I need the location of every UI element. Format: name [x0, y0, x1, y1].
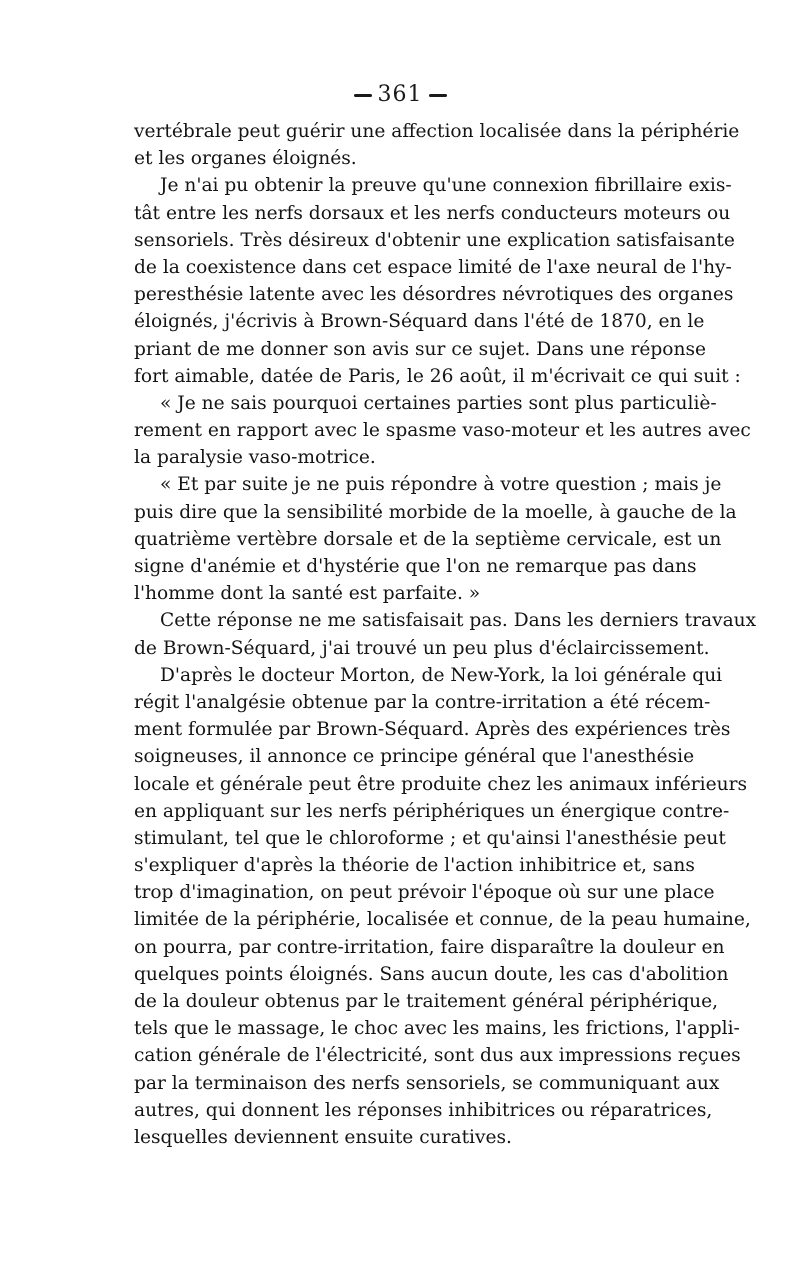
text-line: signe d'anémie et d'hystérie que l'on ne remarque pas dans: [134, 556, 697, 577]
text-line: tels que le massage, le choc avec les mains, les frictions, l'appli-: [134, 1018, 740, 1040]
text-line: stimulant, tel que le chloroforme ; et qu'ainsi l'anesthésie peut: [134, 827, 726, 849]
text-line: rement en rapport avec le spasme vaso-moteur et les autres avec: [134, 420, 751, 442]
text-line: locale et générale peut être produite chez les animaux inférieurs: [134, 773, 747, 795]
text-line: l'homme dont la santé est parfaite. »: [134, 583, 481, 605]
text-line: lesquelles deviennent ensuite curatives.: [134, 1126, 512, 1148]
text-line: régit l'analgésie obtenue par la contre-irritation a été récem-: [134, 691, 711, 713]
body-text: [134, 118, 757, 1151]
text-line: cation générale de l'électricité, sont dus aux impressions reçues: [134, 1045, 741, 1067]
text-line: priant de me donner son avis sur ce sujet. Dans une réponse: [134, 338, 707, 360]
text-line: limitée de la périphérie, localisée et connue, de la peau humaine,: [134, 909, 751, 931]
text-line: de la coexistence dans cet espace limité de l'axe neural de l'hy-: [134, 256, 732, 278]
text-line: s'expliquer d'après la théorie de l'action inhibitrice et, sans: [134, 855, 695, 877]
text-line: vertébrale peut guérir une affection localisée dans la périphérie: [134, 121, 740, 142]
text-line: soigneuses, il annonce ce principe général que l'anesthésie: [134, 746, 695, 768]
page-header: [0, 82, 800, 107]
text-line: trop d'imagination, on peut prévoir l'époque où sur une place: [134, 882, 715, 904]
text-line: Cette réponse ne me satisfaisait pas. Dans les derniers travaux: [160, 610, 757, 632]
text-line: « Et par suite je ne puis répondre à votre question ; mais je: [160, 474, 722, 496]
text-line: tât entre les nerfs dorsaux et les nerfs conducteurs moteurs ou: [134, 202, 731, 224]
text-line: ment formulée par Brown-Séquard. Après des expériences très: [134, 719, 731, 741]
text-line: et les organes éloignés.: [134, 148, 357, 170]
text-line: on pourra, par contre-irritation, faire disparaître la douleur en: [134, 936, 725, 958]
text-line: éloignés, j'écrivis à Brown-Séquard dans l'été de 1870, en le: [134, 311, 705, 333]
text-line: quelques points éloignés. Sans aucun doute, les cas d'abolition: [134, 963, 729, 985]
text-line: fort aimable, datée de Paris, le 26 août, il m'écrivait ce qui suit :: [134, 365, 741, 387]
text-line: « Je ne sais pourquoi certaines parties sont plus particuliè-: [160, 392, 717, 414]
text-line: par la terminaison des nerfs sensoriels, se communiquant aux: [134, 1072, 720, 1094]
text-line: peresthésie latente avec les désordres névrotiques des organes: [134, 284, 734, 306]
text-line: autres, qui donnent les réponses inhibitrices ou réparatrices,: [134, 1099, 713, 1121]
text-line: la paralysie vaso-motrice.: [134, 447, 376, 469]
text-line: de la douleur obtenus par le traitement général périphérique,: [134, 991, 719, 1012]
text-line: quatrième vertèbre dorsale et de la septième cervicale, est un: [134, 528, 722, 550]
text-line: de Brown-Séquard, j'ai trouvé un peu plus d'éclaircissement.: [134, 637, 710, 659]
text-line: sensoriels. Très désireux d'obtenir une explication satisfaisante: [134, 229, 735, 251]
text-line: puis dire que la sensibilité morbide de la moelle, à gauche de la: [134, 501, 737, 523]
text-line: Je n'ai pu obtenir la preuve qu'une connexion fibrillaire exis-: [160, 175, 732, 197]
header-ornament-right: [429, 94, 447, 97]
page-number: 361: [377, 82, 423, 107]
text-line: en appliquant sur les nerfs périphériques un énergique contre-: [134, 800, 730, 822]
text-line: D'après le docteur Morton, de New-York, la loi générale qui: [160, 664, 723, 686]
header-ornament-left: [354, 94, 372, 97]
